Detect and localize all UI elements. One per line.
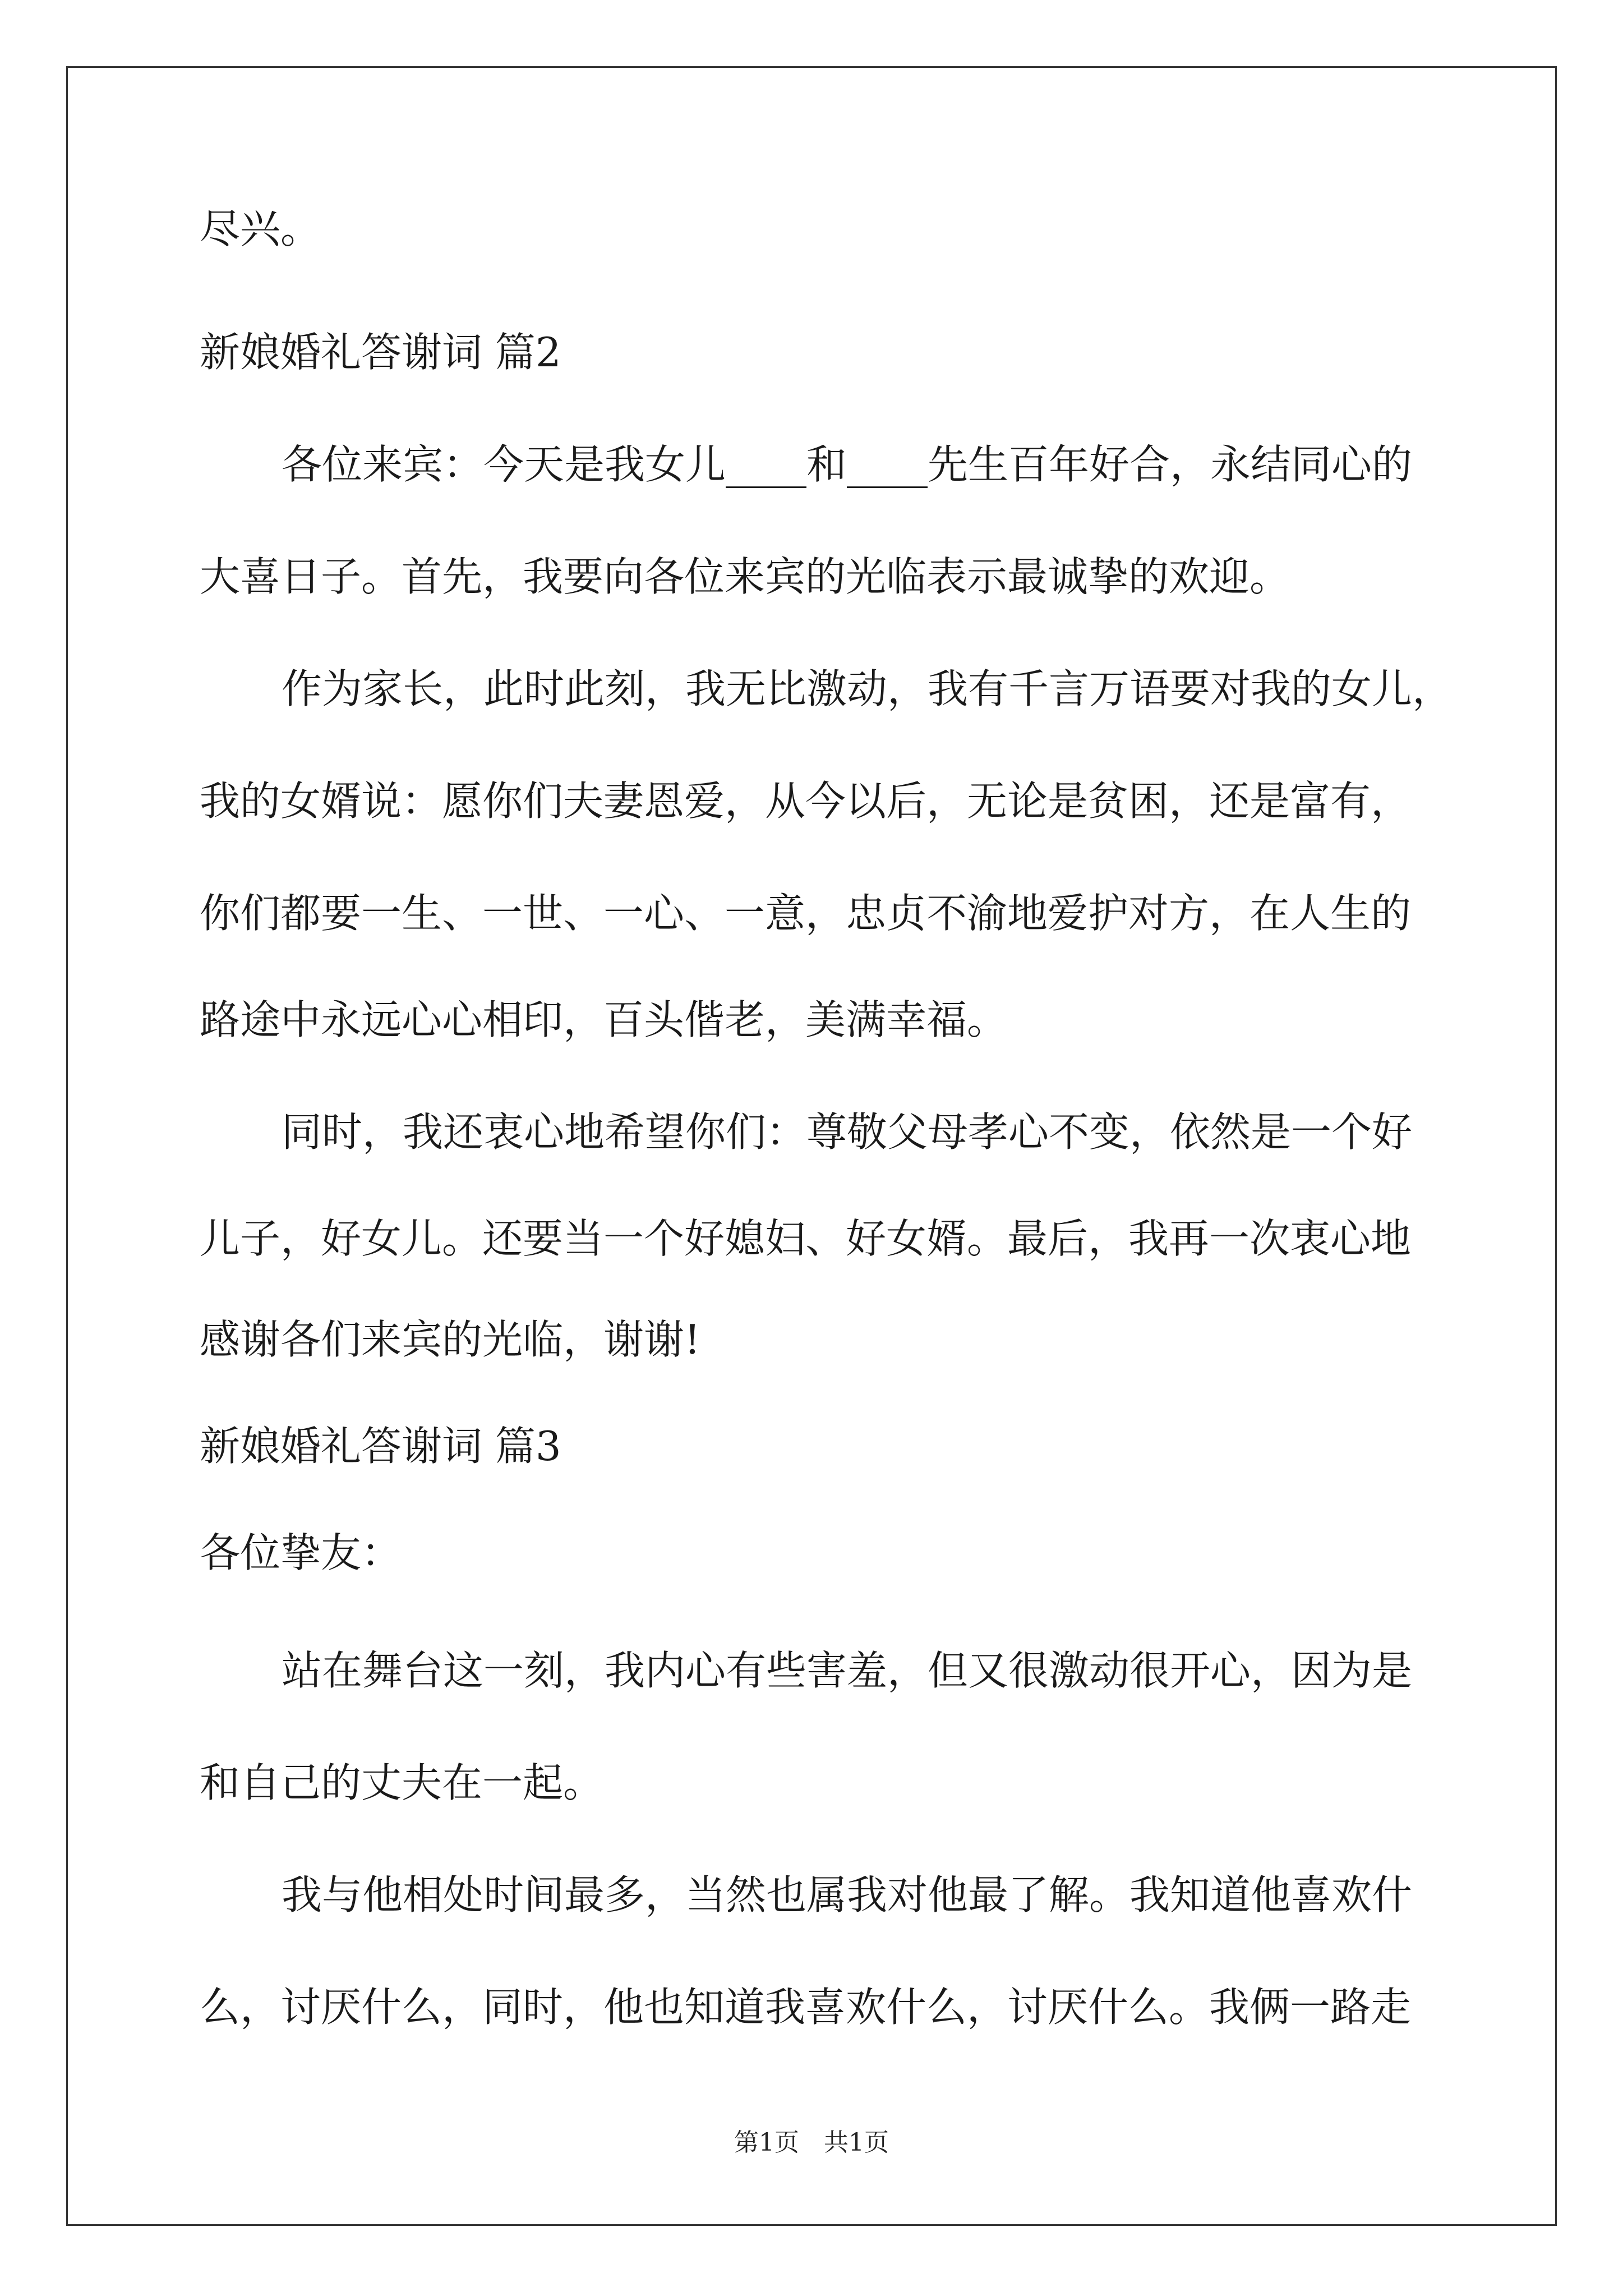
paragraph-line: 各位来宾：今天是我女儿____和____先生百年好合，永结同心的 xyxy=(282,441,1413,488)
paragraph-line: 你们都要一生、一世、一心、一意，忠贞不渝地爱护对方，在人生的 xyxy=(200,890,1412,937)
paragraph-line: 作为家长，此时此刻，我无比激动，我有千言万语要对我的女儿， xyxy=(282,665,1453,712)
paragraph-line: 感谢各们来宾的光临，谢谢! xyxy=(200,1316,700,1363)
paragraph-line: 儿子，好女儿。还要当一个好媳妇、好女婿。最后，我再一次衷心地 xyxy=(200,1215,1412,1262)
paragraph-line: 我的女婿说：愿你们夫妻恩爱，从今以后，无论是贫困，还是富有， xyxy=(200,777,1412,825)
paragraph-line: 么，讨厌什么，同时，他也知道我喜欢什么，讨厌什么。我俩一路走 xyxy=(200,1984,1412,2031)
text-line: 尽兴。 xyxy=(200,205,321,252)
section-heading: 新娘婚礼答谢词 篇3 xyxy=(200,1423,561,1470)
paragraph-line: 我与他相处时间最多，当然也属我对他最了解。我知道他喜欢什 xyxy=(282,1871,1413,1918)
paragraph-line: 站在舞台这一刻，我内心有些害羞，但又很激动很开心，因为是 xyxy=(282,1647,1413,1694)
paragraph-line: 大喜日子。首先，我要向各位来宾的光临表示最诚挚的欢迎。 xyxy=(200,553,1290,600)
page-number-footer: 第1页 共1页 xyxy=(734,2128,889,2157)
paragraph-line: 同时，我还衷心地希望你们：尊敬父母孝心不变，依然是一个好 xyxy=(282,1108,1413,1156)
paragraph-line: 路途中永远心心相印，百头偕老，美满幸福。 xyxy=(200,996,1008,1043)
salutation: 各位挚友： xyxy=(200,1529,402,1576)
section-heading: 新娘婚礼答谢词 篇2 xyxy=(200,329,561,376)
paragraph-line: 和自己的丈夫在一起。 xyxy=(200,1759,604,1806)
